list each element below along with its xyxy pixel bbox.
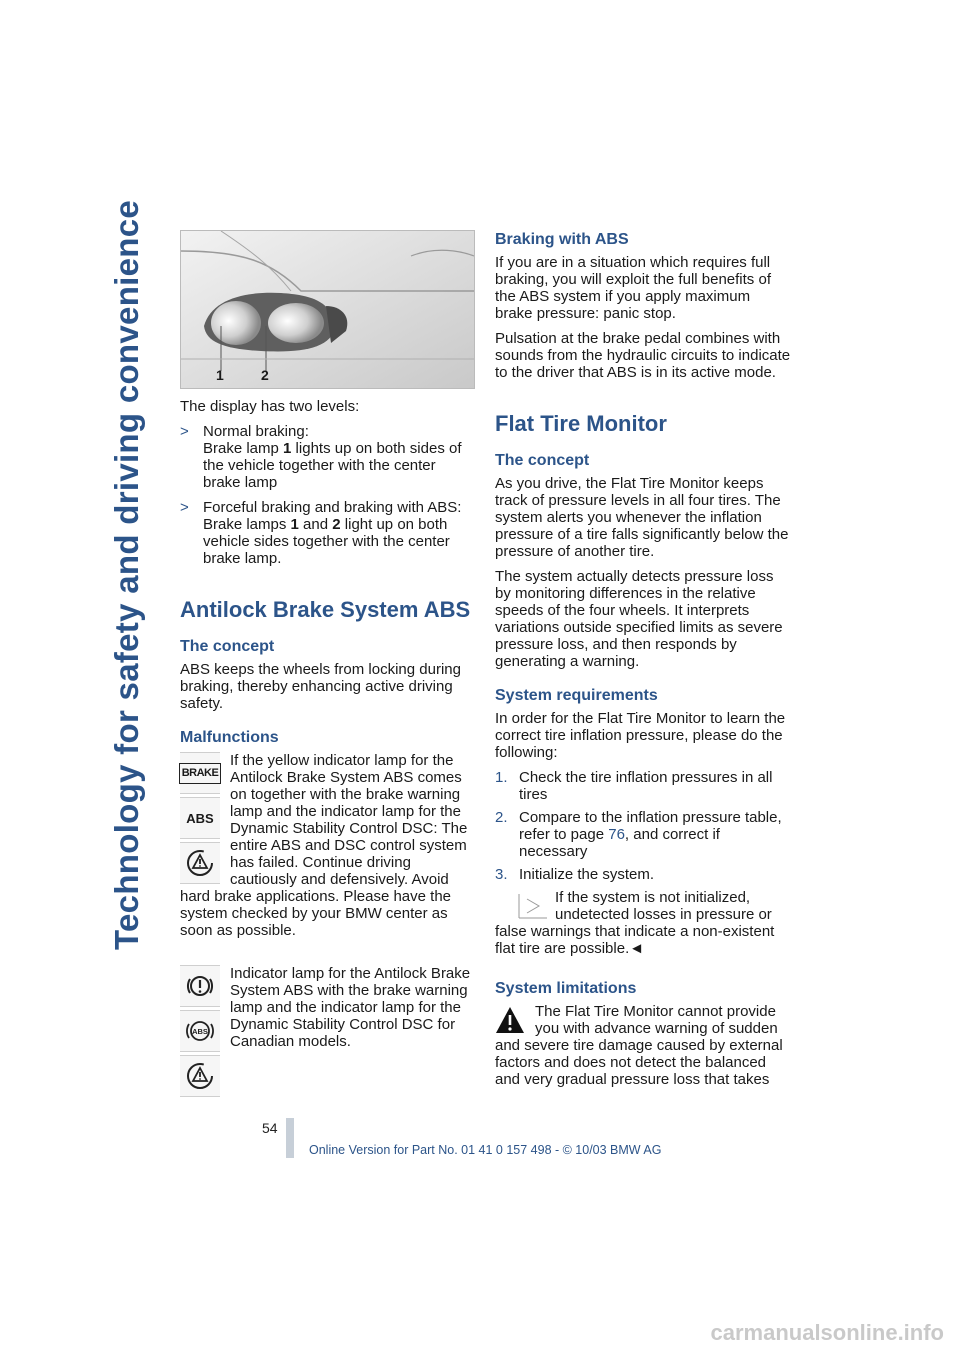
braking-abs-text-1: If you are in a situation which requires full braking, you will exploit the full benefits of the ABS system if you apply maximum brake pressure: panic stop. xyxy=(495,254,771,322)
indicator-icon-stack xyxy=(180,752,222,884)
braking-abs-text-2: Pulsation at the brake pedal combines with sounds from the hydraulic circuits to indicate to the driver that ABS is in its active mode. xyxy=(495,330,791,381)
step-number: 1. xyxy=(495,769,508,786)
limitations-text: The Flat Tire Monitor cannot provide you with advance warning of sudden and severe tire damage caused by external factors and does not detect the balanced and very gradual pressure loss that takes xyxy=(495,1003,783,1088)
level-line: lights up on both sides of the vehicle together with the center brake lamp xyxy=(203,440,462,491)
step-text: Initialize the system. xyxy=(519,866,655,883)
note-text: If the system is not initialized, undetected losses in pressure or false warnings that indicate a non-existent flat tire are possible. xyxy=(495,889,775,957)
abs-indicator-icon xyxy=(180,797,220,839)
ftm-concept-text-1: As you drive, the Flat Tire Monitor keeps track of pressure levels in all four tires. The system alerts you whenever the inflation pressure of a tire falls significantly below the pressure of another tire. xyxy=(495,475,789,560)
lamp-number: 1 xyxy=(283,440,292,457)
chapter-sidebar xyxy=(108,199,148,950)
level-item xyxy=(180,499,476,567)
abs-indicator-icon-canada xyxy=(180,1010,220,1052)
note-triangle-icon xyxy=(515,891,549,921)
system-requirements-heading: System requirements xyxy=(495,687,658,704)
right-column xyxy=(495,230,791,1096)
dsc-icon xyxy=(185,848,215,878)
footer-bar xyxy=(286,1118,294,1158)
abs-concept-heading: The concept xyxy=(180,638,275,655)
step-text-part: , and correct if necessary xyxy=(519,826,720,860)
abs-concept-text: ABS keeps the wheels from locking during braking, thereby enhancing active driving safety. xyxy=(180,661,461,712)
canadian-icon-stack xyxy=(180,965,222,1097)
dsc-icon xyxy=(185,1061,215,1091)
warning-triangle-icon xyxy=(495,1005,525,1035)
ftm-concept-heading: The concept xyxy=(495,452,590,469)
end-marker: ◄ xyxy=(629,940,645,957)
abs-heading: Antilock Brake System ABS xyxy=(180,597,471,622)
initialization-note xyxy=(495,889,791,957)
level-text xyxy=(203,499,476,567)
level-line: light up on both vehicle sides together with the center brake lamp. xyxy=(203,516,450,567)
level-text xyxy=(203,423,476,491)
requirements-intro: In order for the Flat Tire Monitor to learn the correct tire inflation pressure, please do the following: xyxy=(495,710,786,761)
level-line: Normal braking: xyxy=(203,423,309,440)
brake-lamp-figure xyxy=(180,230,475,389)
lamp-number: 1 xyxy=(290,516,299,533)
limitations-block xyxy=(495,1003,791,1088)
figure-label-1: 1 xyxy=(216,367,224,383)
bullet-marker: > xyxy=(180,499,189,516)
brake-warning-icon-canada xyxy=(180,965,220,1007)
step-item xyxy=(495,809,791,860)
abs-circle-icon xyxy=(184,1016,216,1046)
level-line: Brake lamp xyxy=(203,440,284,457)
page-link[interactable]: 76 xyxy=(608,826,625,843)
lamp-number: 2 xyxy=(332,516,341,533)
malfunctions-heading: Malfunctions xyxy=(180,729,279,746)
flat-tire-monitor-heading: Flat Tire Monitor xyxy=(495,411,667,436)
canadian-block xyxy=(180,965,476,1050)
step-item xyxy=(495,769,791,803)
level-item xyxy=(180,423,476,491)
malfunctions-text: If the yellow indicator lamp for the Antilock Brake System ABS comes on together with the brake warning lamp and the indicator lamp for the Dynamic Stability Control DSC: The entire ABS and DSC control system has failed. Continue driving cautiously and defensively. Avoid hard brake applications. Please have the system checked by your BMW center as soon as possible. xyxy=(180,752,468,939)
note-icon xyxy=(515,891,549,921)
level-line: and xyxy=(298,516,333,533)
level-line: Forceful braking and braking with ABS: Brake lamps xyxy=(203,499,462,533)
exclamation-circle-icon xyxy=(185,971,215,1001)
step-item xyxy=(495,866,791,883)
left-column xyxy=(180,230,476,1097)
ftm-concept-text-2: The system actually detects pressure loss by monitoring differences in the relative speeds of the four wheels. It interprets variations outside specified limits as severe pressure loss, and then responds by generating a warning. xyxy=(495,568,783,670)
abs-icon-label: ABS xyxy=(186,810,214,826)
abs-icon-text: ABS xyxy=(192,1027,208,1036)
warning-icon-box xyxy=(495,1005,527,1035)
watermark: carmanualsonline.info xyxy=(710,1320,944,1345)
braking-abs-heading: Braking with ABS xyxy=(495,231,629,248)
levels-intro: The display has two levels: xyxy=(180,398,360,415)
step-number: 3. xyxy=(495,866,508,883)
figure-label-2: 2 xyxy=(261,367,269,383)
page-number: 54 xyxy=(262,1120,278,1136)
chapter-title: Technology for safety and driving convenience xyxy=(108,199,145,950)
bullet-marker: > xyxy=(180,423,189,440)
malfunctions-block xyxy=(180,752,476,939)
step-text: Check the tire inflation pressures in all tires xyxy=(519,769,773,803)
online-version-text: Online Version for Part No. 01 41 0 157 498 - © 10/03 BMW AG xyxy=(309,1143,662,1157)
step-text-part: Compare to the inflation pressure table, refer to page xyxy=(519,809,782,843)
canadian-text: Indicator lamp for the Antilock Brake System ABS with the brake warning lamp and the indicator lamp for the Dynamic Stability Control DSC for Canadian models. xyxy=(230,965,471,1050)
brake-lamp-illustration xyxy=(181,231,474,388)
dsc-indicator-icon-canada xyxy=(180,1055,220,1097)
brake-icon-label: BRAKE xyxy=(179,763,222,784)
step-number: 2. xyxy=(495,809,508,826)
system-limitations-heading: System limitations xyxy=(495,980,637,997)
step-text xyxy=(519,809,791,860)
dsc-indicator-icon xyxy=(180,842,220,884)
brake-warning-icon xyxy=(180,752,220,794)
